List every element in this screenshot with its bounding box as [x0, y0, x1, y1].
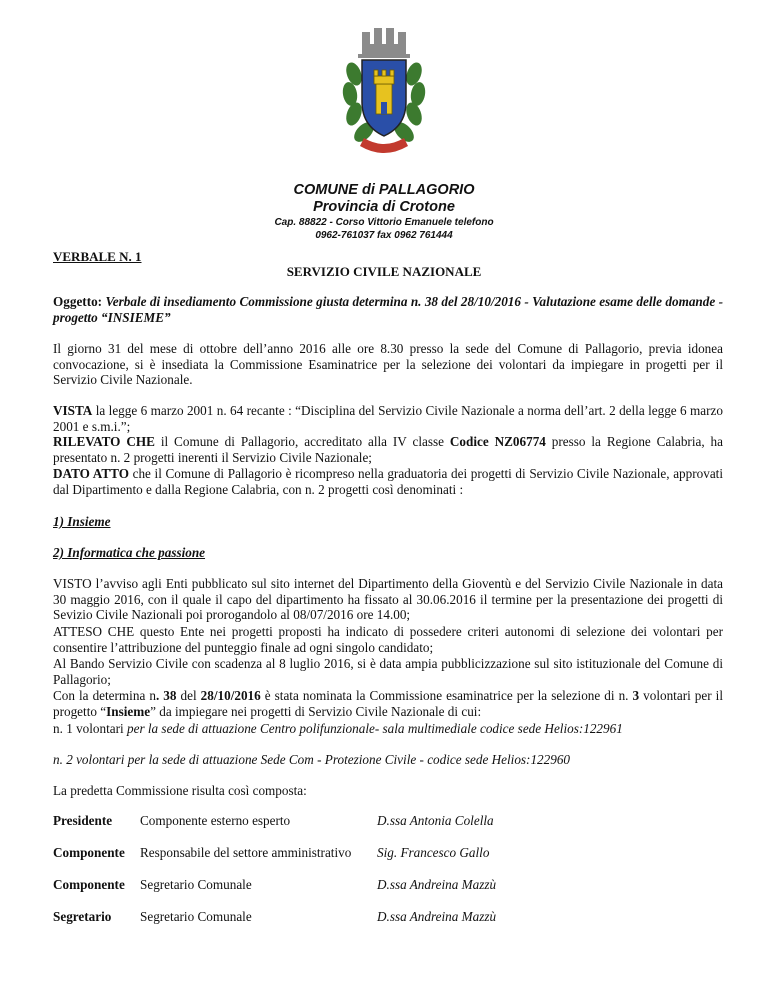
dato-label: DATO ATTO: [53, 466, 129, 481]
p7-d: 28/10/2016: [200, 688, 261, 703]
vista-text: la legge 6 marzo 2001 n. 64 recante : “Disciplina del Servizio Civile Nazionale a norma dell’art. 2 della legge 6 marzo 2001 e s.m.i.”;: [53, 403, 723, 434]
oggetto-text: Verbale di insediamento Commissione giusta determina n. 38 del 28/10/2016 - Valutazione esame delle domande - progetto “INSIEME”: [53, 294, 723, 325]
table-row: [53, 845, 733, 877]
table-row: [53, 813, 733, 845]
p7-i: ” da impiegare nei progetti di Servizio Civile Nazionale di cui:: [150, 703, 482, 719]
p7-h: Insieme: [106, 703, 151, 719]
servizio-title: SERVIZIO CIVILE NAZIONALE: [286, 264, 482, 279]
p7-f: 3: [632, 688, 640, 703]
provincia-name: Provincia di Crotone: [313, 199, 455, 215]
commission-table: [53, 813, 733, 941]
dato-text: che il Comune di Pallagorio è ricompreso nella graduatoria dei progetti di Servizio Civile Nazionale, approvati dal Dipartimento e dalla Regione Calabria, con n. 2 progetti così denominati :: [53, 466, 723, 497]
paragraph-composta: La predetta Commissione risulta così composta:: [53, 783, 307, 798]
paragraph-atteso: ATTESO CHE questo Ente nei progetti proposti ha indicato di possedere criteri autonomi di selezione dei volontari per consentire l’attribuzione del punteggio finale ad ogni singolo candidato;: [53, 624, 723, 655]
project-item-1: 1) Insieme: [53, 514, 111, 529]
address-line-2: 0962-761037 fax 0962 761444: [315, 230, 453, 241]
comune-name: COMUNE di PALLAGORIO: [293, 182, 475, 198]
paragraph-visto-avviso: VISTO l’avviso agli Enti pubblicato sul sito internet del Dipartimento della Gioventù e del Servizio Civile Nazionale in data 30 maggio 2016, con il quale il capo del dipartimento ha fissato al 30.06.2016 il termine per la presentazione dei progetti di Sevizio Civile Nazionali poi prorogandolo al 08/07/2016 ore 14.00;: [53, 576, 723, 623]
project-item-2: 2) Informatica che passione: [53, 545, 206, 560]
v1-b: per la sede di attuazione Centro polifunzionale- sala multimediale codice sede Helios:122961: [127, 721, 623, 736]
oggetto-label: Oggetto:: [53, 294, 103, 309]
verbale-number: VERBALE N. 1: [53, 249, 142, 264]
paragraph-insediamento: Il giorno 31 del mese di ottobre dell’anno 2016 alle ore 8.30 presso la sede del Comune di Pallagorio, previa idonea convocazione, si è insediata la Commissione Esaminatrice per la selezione dei volontari da impiegare in progetti per il Servizio Civile Nazionale.: [53, 341, 723, 388]
oggetto-paragraph: [53, 294, 723, 325]
vista-label: VISTA: [53, 403, 93, 418]
commission-role: Presidente: [53, 813, 113, 828]
volontari-line-2: n. 2 volontari per la sede di attuazione Sede Com - Protezione Civile - codice sede Helios:122960: [53, 752, 571, 767]
paragraph-determina: [53, 688, 723, 719]
rilevato-text-1: il Comune di Pallagorio, accreditato alla IV classe: [154, 434, 450, 450]
p7-a: Con la determina n: [53, 688, 156, 703]
commission-desc: Componente esterno esperto: [140, 813, 291, 828]
commission-role: Componente: [53, 877, 125, 892]
commission-member: D.ssa Andreina Mazzù: [377, 909, 497, 924]
p7-g: volontari per il progetto “: [53, 688, 723, 719]
paragraph-vista-rilevato: [53, 403, 723, 465]
commission-role: Componente: [53, 845, 125, 860]
paragraph-dato-atto: [53, 466, 723, 497]
rilevato-code: Codice NZ06774: [449, 434, 546, 450]
coat-of-arms-icon: [334, 14, 434, 164]
table-row: [53, 909, 733, 941]
commission-desc: Segretario Comunale: [140, 909, 252, 924]
address-line-1: Cap. 88822 - Corso Vittorio Emanuele telefono: [274, 217, 494, 228]
table-row: [53, 877, 733, 909]
commission-role: Segretario: [53, 909, 112, 924]
p7-b: . 38: [155, 688, 177, 703]
p7-c: del: [176, 688, 201, 703]
rilevato-label: RILEVATO CHE: [53, 434, 155, 450]
commission-member: D.ssa Antonia Colella: [377, 813, 494, 828]
commission-member: D.ssa Andreina Mazzù: [377, 877, 497, 892]
commission-desc: Segretario Comunale: [140, 877, 252, 892]
paragraph-bando: Al Bando Servizio Civile con scadenza al 8 luglio 2016, si è data ampia pubblicizzazione sul sito istituzionale del Comune di Pallagorio;: [53, 656, 723, 687]
rilevato-text-2: presso la Regione Calabria, ha presentato n. 2 progetti inerenti il Servizio Civile Nazionale;: [53, 434, 723, 465]
p7-e: è stata nominata la Commissione esaminatrice per la selezione di n.: [260, 688, 633, 703]
volontari-line-1: [53, 721, 723, 737]
v1-a: n. 1 volontari: [53, 721, 127, 736]
commission-member: Sig. Francesco Gallo: [377, 845, 490, 860]
commission-desc: Responsabile del settore amministrativo: [140, 845, 352, 860]
